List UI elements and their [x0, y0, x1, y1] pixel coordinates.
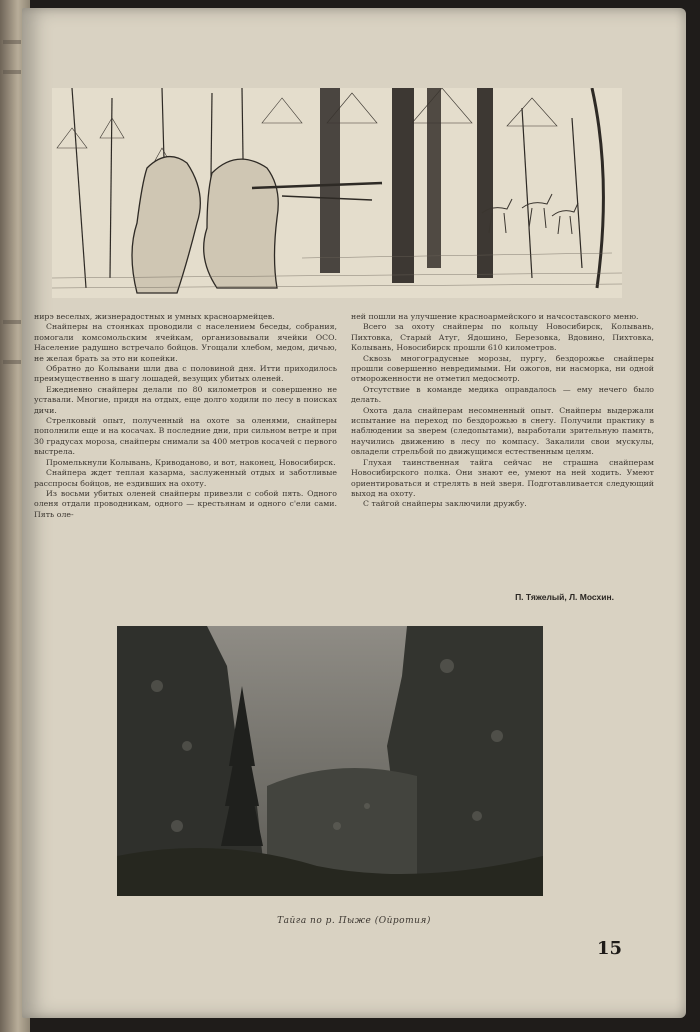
- paragraph: Сквозь многоградусные морозы, пургу, бездорожье снайперы прошли совершенно невредимыми. Ни ожогов, ни насморка, ни одной отмороженности не отметил медосмотр.: [351, 353, 654, 384]
- adjacent-page-text: [3, 320, 21, 324]
- paragraph: Стрелковый опыт, полученный на охоте за оленями, снайперы пополнили еще и на косачах. В последние дни, при сильном ветре и при 30 градусах мороза, снайперы снимали за 400 метров косачей с первого выстрела.: [34, 416, 337, 457]
- paragraph: ней пошли на улучшение красноармейского и начсоставского меню.: [351, 312, 639, 321]
- paragraph: Промелькнули Колывань, Криводаново, и вот, наконец, Новосибирск.: [46, 457, 336, 467]
- taiga-photo: [117, 626, 543, 896]
- paragraph: Всего за охоту снайперы по кольцу Новосибирск, Колывань, Пихтовка, Старый Атуг, Ядошино, Березовка, Вдовино, Пихтовка, Колывань, Новосибирск прошли 610 километров.: [351, 322, 654, 353]
- adjacent-page-text: [3, 40, 21, 44]
- adjacent-page-text: [3, 360, 21, 364]
- hunting-illustration: [52, 88, 622, 298]
- paragraph: Отсутствие в команде медика оправдалось — ему нечего было делать.: [351, 384, 654, 405]
- paragraph: нирэ веселых, жизнерадостных и умных красноармейцев.: [34, 312, 275, 321]
- paragraph: Из восьми убитых оленей снайперы привезли с собой пять. Одного оленя отдали проводникам, одного — крестьянам и одного с'ели сами. Пять оле-: [34, 488, 337, 519]
- paragraph: Снайпера ждет теплая казарма, заслуженный отдых и заботливые расспросы бойцов, не ездивших на охоту.: [34, 468, 337, 488]
- paragraph: Глухая таинственная тайга сейчас не страшна снайперам Новосибирского полка. Они знают ее, умеют на ней ходить. Умеют ориентироваться и стрелять в ней зверя. Подготавливается следующий выход на охоту.: [351, 457, 654, 498]
- paragraph: Охота дала снайперам несомненный опыт. Снайперы выдержали испытание на переход по бездорожью в снегу. Получили практику в наблюдении за зверем (следопытами), выработали зрительную память, научились движению в лесу по компасу. Закалили свои мускулы, овладели стрельбой по движущимся естественным целям.: [351, 405, 654, 457]
- page-number: 15: [597, 938, 623, 959]
- paragraph: Обратно до Колывани шли два с половиной дня. Итти приходилось преимущественно в шагу лошадей, везущих убитых оленей.: [34, 364, 337, 384]
- text-column-left: [34, 312, 337, 612]
- article-text: [34, 312, 654, 612]
- adjacent-page-text: [3, 70, 21, 74]
- paragraph: Снайперы на стоянках проводили с населением беседы, собрания, помогали комсомольским ячейкам, организовывали ячейки ОСО. Население радушно встречало бойцов. Угощали хлебом, медом, дичью, не желая брать за это ни копейки.: [34, 322, 337, 363]
- photo-caption: Тайга по р. Пыже (Ойротия): [277, 916, 431, 926]
- article-author-signature: П. Тяжелый, Л. Мосхин.: [515, 592, 614, 602]
- magazine-page: [22, 8, 686, 1018]
- paragraph: С тайгой снайперы заключили дружбу.: [363, 499, 527, 509]
- paragraph: Ежедневно снайперы делали по 80 километров и совершенно не уставали. Многие, придя на отдых, еще долго ходили по лесу в поисках дичи.: [34, 384, 337, 415]
- text-column-right: [351, 312, 654, 612]
